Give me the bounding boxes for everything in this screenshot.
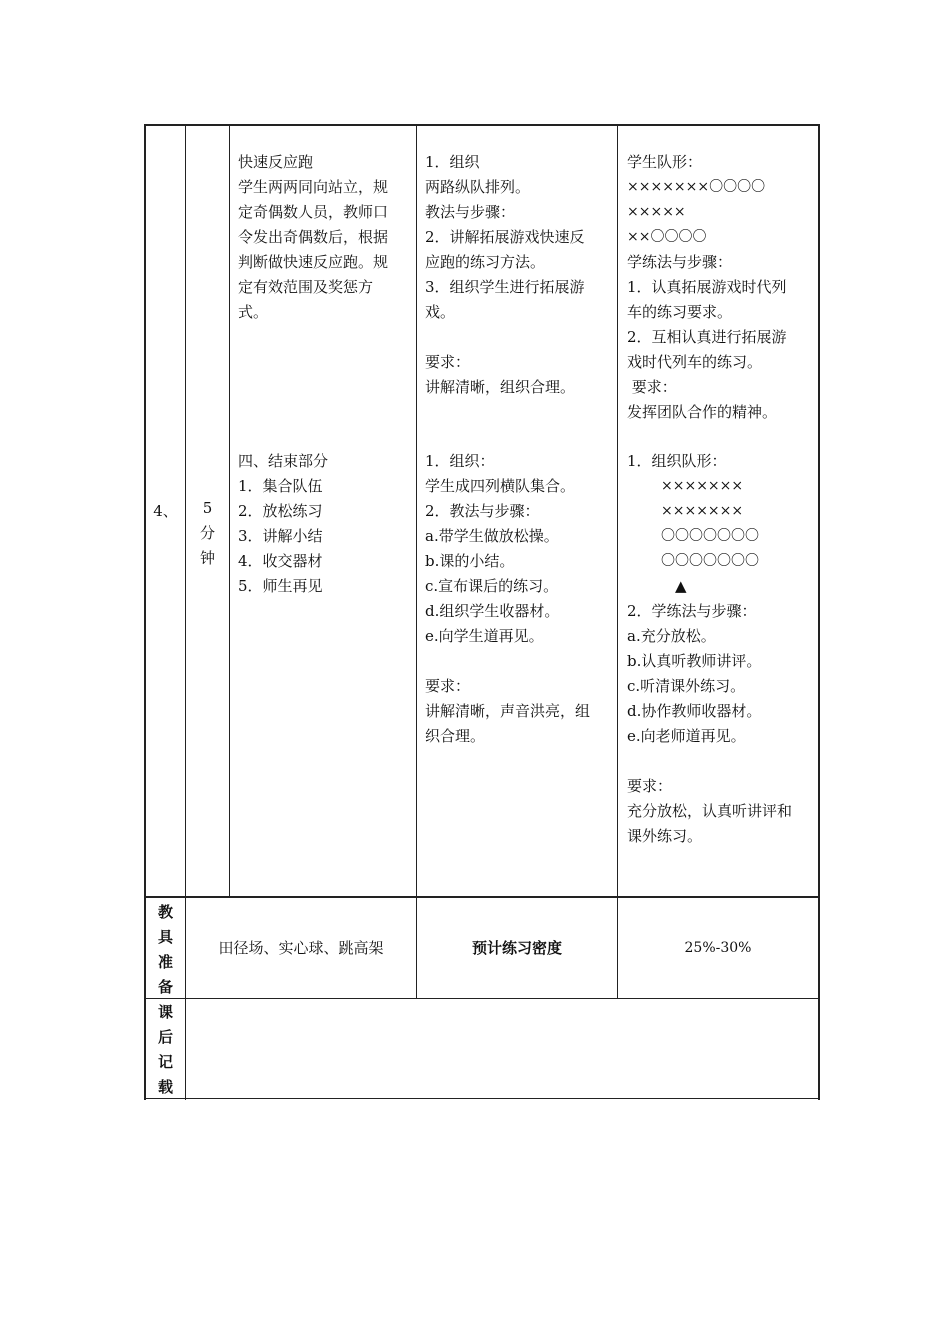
student-line: 1．认真拓展游戏时代列 (627, 278, 787, 296)
student-line: c.听清课外练习。 (627, 677, 746, 695)
equipment-label-char: 具 (157, 928, 173, 946)
table-border-bottom (144, 1098, 820, 1099)
teacher-line: 1．组织： (425, 452, 495, 470)
afterclass-label (146, 1000, 185, 1100)
equipment-value: 田径场、实心球、跳高架 (218, 938, 384, 957)
content-line: 四、结束部分 (238, 452, 329, 470)
formation-row-circle: 〇〇〇〇〇〇〇 (661, 528, 759, 544)
content-line: 2．放松练习 (238, 502, 323, 520)
content-line: 判断做快速反应跑。规 (238, 253, 389, 271)
teacher-line (425, 325, 613, 350)
student-line: 要求： (627, 378, 677, 396)
formation-row-circle: 〇〇〇〇〇〇〇 (661, 553, 759, 569)
content-top (238, 150, 410, 325)
teacher-line: 戏。 (425, 303, 456, 321)
student-line: b.认真听教师讲评。 (627, 652, 762, 670)
afterclass-label-char: 后 (157, 1028, 173, 1046)
student-line: 充分放松，认真听讲评和 (627, 802, 793, 820)
student-line: 学生队形： (627, 153, 703, 171)
student-line: 要求： (627, 777, 673, 795)
teacher-marker-icon: ▲ (675, 577, 687, 595)
teacher-line: 要求： (425, 677, 471, 695)
time-line: 钟 (199, 549, 215, 567)
teacher-line: 3．组织学生进行拓展游 (425, 278, 585, 296)
content-line: 快速反应跑 (238, 153, 314, 171)
table-border-top (144, 124, 820, 126)
time-line: 5 (202, 499, 213, 517)
teacher-line (425, 649, 613, 674)
section-number-cell (146, 126, 185, 896)
content-line: 4．收交器材 (238, 552, 323, 570)
lesson-plan-table (144, 124, 820, 1100)
student-line: 车的练习要求。 (627, 303, 733, 321)
student-line: e.向老师道再见。 (627, 727, 746, 745)
section-number: 4、 (153, 501, 178, 520)
teacher-top (425, 150, 613, 400)
content-bottom (238, 449, 410, 599)
time-cell (186, 496, 229, 571)
formation-row-cross: ××××××× (661, 503, 744, 519)
time-line: 分 (199, 524, 215, 542)
density-label: 预计练习密度 (471, 938, 562, 957)
content-line: 定有效范围及奖惩方 (238, 278, 374, 296)
teacher-bottom (425, 449, 613, 749)
student-line: 2．互相认真进行拓展游 (627, 328, 787, 346)
student-line (627, 749, 815, 774)
student-line: ××〇〇〇〇 (627, 229, 707, 245)
content-line: 3．讲解小结 (238, 527, 323, 545)
equipment-label-char: 备 (157, 978, 173, 996)
teacher-line: 2．讲解拓展游戏快速反 (425, 228, 585, 246)
teacher-line: 应跑的练习方法。 (425, 253, 546, 271)
teacher-line: d.组织学生收器材。 (425, 602, 560, 620)
teacher-line: 要求： (425, 353, 471, 371)
content-line: 定奇偶数人员，教师口 (238, 203, 389, 221)
col-divider-4 (617, 124, 618, 998)
content-line: 学生两两同向站立，规 (238, 178, 389, 196)
afterclass-label-char: 课 (157, 1003, 173, 1021)
teacher-line: b.课的小结。 (425, 552, 515, 570)
afterclass-label-char: 载 (157, 1078, 173, 1096)
equipment-label-char: 教 (157, 903, 173, 921)
teacher-line: 讲解清晰，声音洪亮，组 (425, 702, 591, 720)
student-top (627, 150, 815, 425)
equipment-label-char: 准 (157, 953, 173, 971)
equipment-value-cell (186, 898, 416, 998)
student-line: 发挥团队合作的精神。 (627, 403, 778, 421)
content-line: 式。 (238, 303, 269, 321)
formation-title: 1．组织队形： (627, 452, 727, 470)
student-line: 2．学练法与步骤： (627, 602, 757, 620)
teacher-line: c.宣布课后的练习。 (425, 577, 559, 595)
content-line: 1．集合队伍 (238, 477, 323, 495)
density-value: 25%-30% (684, 939, 752, 956)
equipment-label (146, 900, 185, 1000)
teacher-line: a.带学生做放松操。 (425, 527, 559, 545)
student-line: 戏时代列车的练习。 (627, 353, 763, 371)
student-bottom (627, 449, 815, 849)
student-line: 课外练习。 (627, 827, 703, 845)
formation-row-cross: ××××××× (661, 478, 744, 494)
teacher-line: 教法与步骤： (425, 203, 516, 221)
teacher-line: 1．组织 (425, 153, 480, 171)
teacher-line: 讲解清晰，组织合理。 (425, 378, 576, 396)
teacher-line: 2．教法与步骤： (425, 502, 540, 520)
table-border-right (818, 124, 820, 1100)
teacher-line: e.向学生道再见。 (425, 627, 544, 645)
student-line: d.协作教师收器材。 (627, 702, 762, 720)
teacher-line: 学生成四列横队集合。 (425, 477, 576, 495)
col-divider-3 (416, 124, 417, 998)
density-value-cell (618, 898, 818, 998)
afterclass-label-char: 记 (157, 1053, 173, 1071)
content-line: 5．师生再见 (238, 577, 323, 595)
teacher-line: 织合理。 (425, 727, 486, 745)
teacher-line: 两路纵队排列。 (425, 178, 531, 196)
content-line: 令发出奇偶数后，根据 (238, 228, 389, 246)
student-line small: ×××××××〇〇〇〇××××× (627, 179, 766, 220)
student-line: 学练法与步骤： (627, 253, 733, 271)
student-line: a.充分放松。 (627, 627, 716, 645)
density-label-cell (417, 898, 617, 998)
afterclass-value-cell (186, 999, 818, 1098)
col-divider-2 (229, 124, 230, 898)
